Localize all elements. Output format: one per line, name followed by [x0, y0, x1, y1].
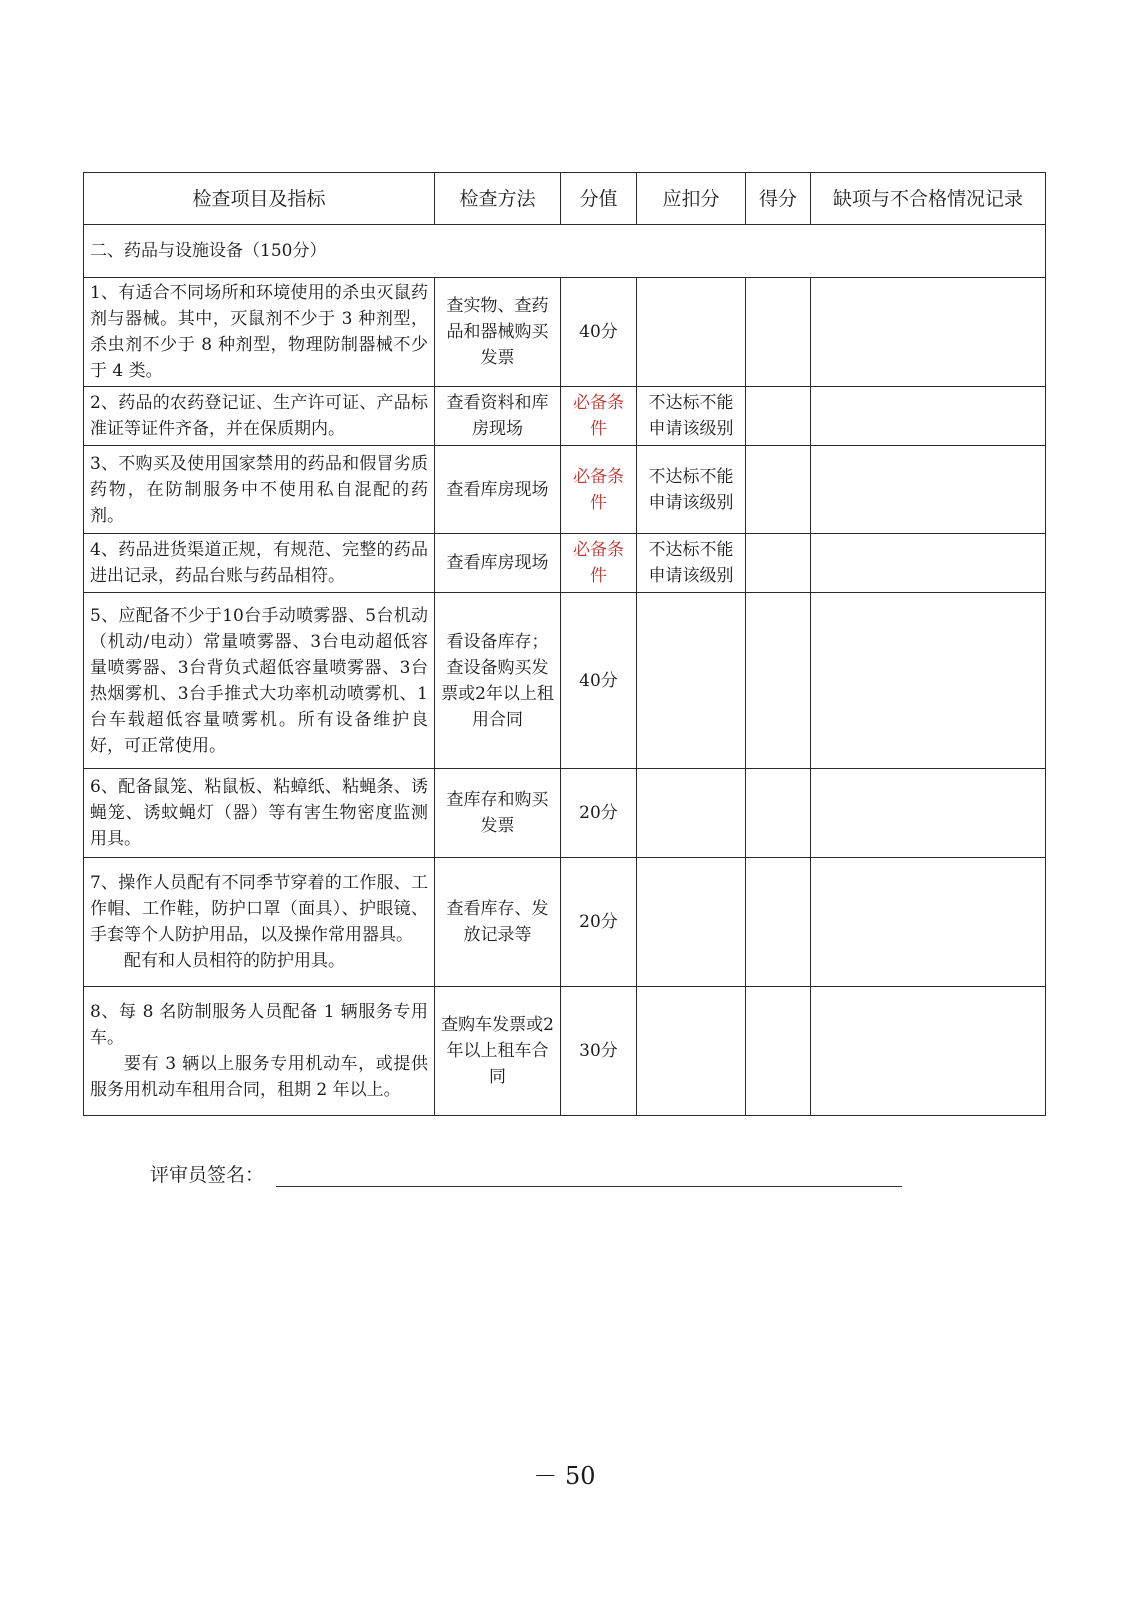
- item-cell: 3、不购买及使用国家禁用的药品和假冒劣质药物，在防制服务中不使用私自混配的药剂。: [84, 446, 435, 534]
- item-extra-text: 配有和人员相符的防护用具。: [124, 951, 345, 971]
- required-score-cell: 必备条件: [561, 387, 637, 446]
- table-row: [84, 769, 1046, 858]
- table-row: [84, 593, 1046, 769]
- method-cell: 查看库房现场: [435, 534, 561, 593]
- table-row: [84, 446, 1046, 534]
- required-score-cell: 必备条件: [561, 534, 637, 593]
- item-text: 7、操作人员配有不同季节穿着的工作服、工作帽、工作鞋，防护口罩（面具）、护眼镜、手套等个人防护用品，以及操作常用器具。: [90, 873, 428, 945]
- table-row: [84, 858, 1046, 987]
- deduct-cell: [637, 769, 746, 858]
- deduct-cell: [637, 593, 746, 769]
- method-cell: 看设备库存；查设备购买发票或2年以上租用合同: [435, 593, 561, 769]
- item-cell: 4、药品进货渠道正规，有规范、完整的药品进出记录，药品台账与药品相符。: [84, 534, 435, 593]
- deduct-cell: 不达标不能申请该级别: [637, 534, 746, 593]
- table-row: [84, 278, 1046, 387]
- header-method: 检查方法: [435, 173, 561, 225]
- header-deduct: 应扣分: [637, 173, 746, 225]
- deduct-cell: 不达标不能申请该级别: [637, 446, 746, 534]
- deduct-cell: [637, 278, 746, 387]
- header-score: 分值: [561, 173, 637, 225]
- score-cell: 20分: [561, 769, 637, 858]
- deduct-cell: [637, 987, 746, 1116]
- header-got: 得分: [746, 173, 811, 225]
- signature-label: 评审员签名：: [150, 1164, 265, 1186]
- table-row: [84, 534, 1046, 593]
- item-cell: 6、配备鼠笼、粘鼠板、粘蟑纸、粘蝇条、诱蝇笼、诱蚊蝇灯（器）等有害生物密度监测用具。: [84, 769, 435, 858]
- method-cell: 查购车发票或2年以上租车合同: [435, 987, 561, 1116]
- item-cell: [84, 858, 435, 987]
- record-cell: [811, 534, 1046, 593]
- page-number: － 50: [533, 1462, 596, 1490]
- header-row: [84, 173, 1046, 225]
- method-cell: 查看库房现场: [435, 446, 561, 534]
- got-cell: [746, 858, 811, 987]
- got-cell: [746, 593, 811, 769]
- section-row: [84, 225, 1046, 278]
- item-text: 8、每 8 名防制服务人员配备 1 辆服务专用车。: [90, 1002, 428, 1048]
- got-cell: [746, 446, 811, 534]
- item-extra-text: 要有 3 辆以上服务专用机动车，或提供服务用机动车租用合同，租期 2 年以上。: [90, 1054, 428, 1100]
- score-cell: 20分: [561, 858, 637, 987]
- got-cell: [746, 987, 811, 1116]
- record-cell: [811, 858, 1046, 987]
- got-cell: [746, 278, 811, 387]
- method-cell: 查看库存、发放记录等: [435, 858, 561, 987]
- score-cell: 30分: [561, 987, 637, 1116]
- score-cell: 40分: [561, 278, 637, 387]
- inspection-table: [83, 172, 1046, 1116]
- got-cell: [746, 387, 811, 446]
- got-cell: [746, 769, 811, 858]
- record-cell: [811, 987, 1046, 1116]
- header-item: 检查项目及指标: [84, 173, 435, 225]
- method-cell: 查看资料和库房现场: [435, 387, 561, 446]
- required-score-cell: 必备条件: [561, 446, 637, 534]
- got-cell: [746, 534, 811, 593]
- record-cell: [811, 278, 1046, 387]
- section-title: 二、药品与设施设备（150分）: [84, 225, 1046, 278]
- method-cell: 查实物、查药品和器械购买发票: [435, 278, 561, 387]
- signature-line[interactable]: [276, 1164, 902, 1187]
- item-cell: [84, 987, 435, 1116]
- item-cell: 2、药品的农药登记证、生产许可证、产品标准证等证件齐备，并在保质期内。: [84, 387, 435, 446]
- table-row: [84, 987, 1046, 1116]
- item-cell: 5、应配备不少于10台手动喷雾器、5台机动（机动/电动）常量喷雾器、3台电动超低容量喷雾器、3台背负式超低容量喷雾器、3台热烟雾机、3台手推式大功率机动喷雾机、1台车载超低容量喷雾机。所有设备维护良好，可正常使用。: [84, 593, 435, 769]
- header-record: 缺项与不合格情况记录: [811, 173, 1046, 225]
- item-cell: 1、有适合不同场所和环境使用的杀虫灭鼠药剂与器械。其中，灭鼠剂不少于 3 种剂型，杀虫剂不少于 8 种剂型，物理防制器械不少于 4 类。: [84, 278, 435, 387]
- record-cell: [811, 446, 1046, 534]
- table-row: [84, 387, 1046, 446]
- record-cell: [811, 387, 1046, 446]
- method-cell: 查库存和购买发票: [435, 769, 561, 858]
- signature-block: [150, 1160, 902, 1187]
- deduct-cell: 不达标不能申请该级别: [637, 387, 746, 446]
- deduct-cell: [637, 858, 746, 987]
- record-cell: [811, 769, 1046, 858]
- record-cell: [811, 593, 1046, 769]
- score-cell: 40分: [561, 593, 637, 769]
